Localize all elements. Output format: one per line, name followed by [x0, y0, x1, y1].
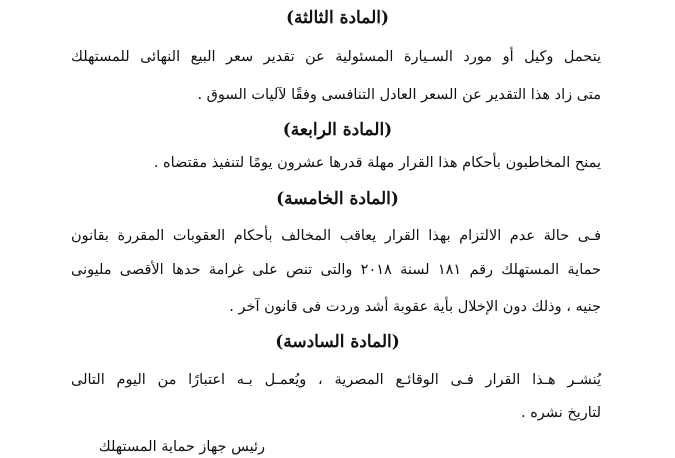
- article-5-line-3: جنيه ، وذلك دون الإخلال بأية عقوبة أشد وردت فى قانون آخر .: [229, 299, 601, 315]
- article-3-line-1: يتحمل وكيل أو مورد السـيارة المسئولية عن تقدير سعر البيع النهائى للمستهلك: [71, 49, 601, 65]
- article-6-line-2: لتاريخ نشره .: [520, 405, 601, 421]
- article-5-line-1: فـى حالة عدم الالتزام بهذا القرار يعاقب المخالف بأحكام العقوبات المقررة بقانون: [71, 228, 601, 244]
- article-4-line-1: يمنح المخاطبون بأحكام هذا القرار مهلة قدرها عشرون يومًا لتنفيذ مقتضاه .: [153, 155, 601, 171]
- article-3-heading: (المادة الثالثة): [285, 8, 390, 28]
- article-3-line-2: متى زاد هذا التقدير عن السعر العادل التنافسى وفقًا لآليات السوق .: [197, 87, 601, 103]
- signature-title: رئيس جهاز حماية المستهلك: [98, 439, 265, 455]
- article-4-heading: (المادة الرابعة): [282, 120, 393, 140]
- article-6-line-1: يُنشـر هـذا القرار فـى الوقائـع المصرية ، ويُعمـل بـه اعتبارًا من اليوم التالى: [71, 372, 601, 388]
- article-6-heading: (المادة السادسة): [275, 332, 400, 352]
- article-5-line-2: حماية المستهلك رقم ١٨١ لسنة ٢٠١٨ والتى تنص على غرامة حدها الأقصى مليونى: [71, 262, 601, 278]
- article-5-heading: (المادة الخامسة): [276, 189, 399, 209]
